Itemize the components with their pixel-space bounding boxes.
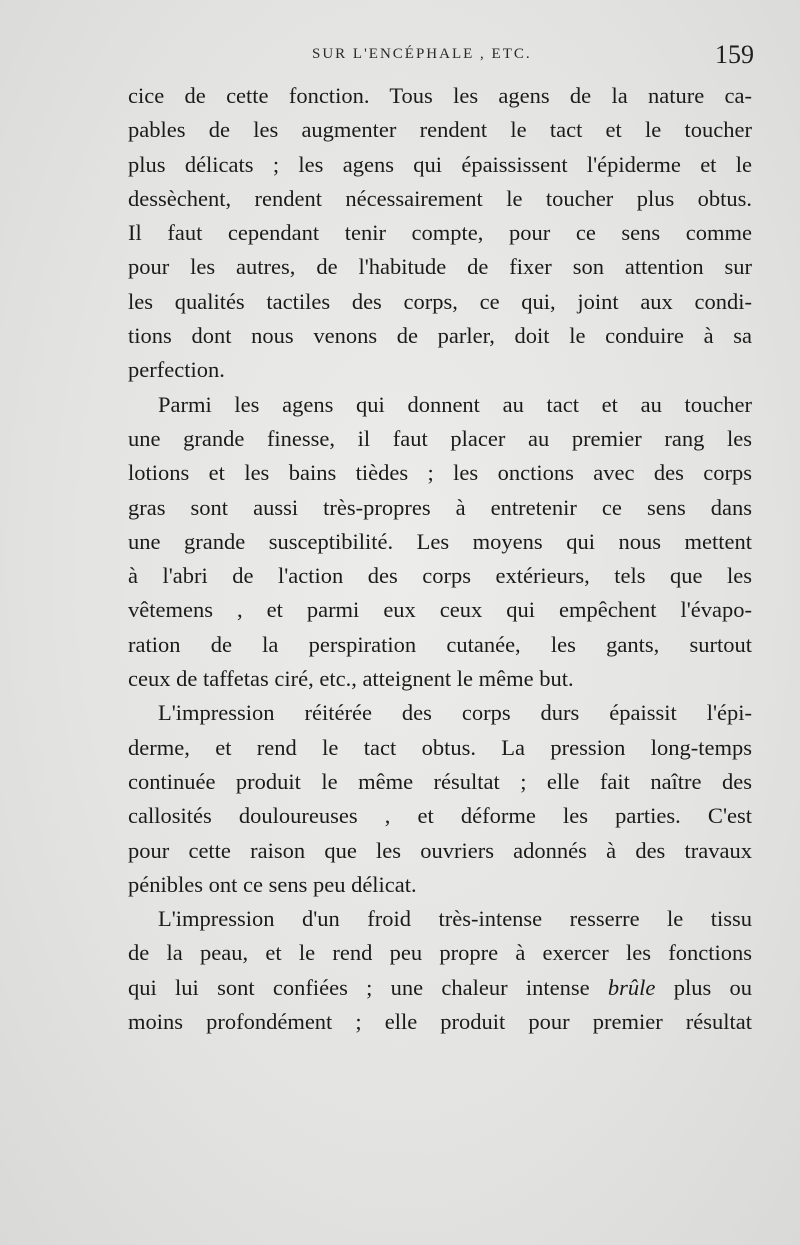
text-line: cice de cette fonction. Tous les agens de la nature ca- bbox=[128, 83, 752, 108]
text-line: pour cette raison que les ouvriers adonnés à des travaux bbox=[128, 837, 752, 863]
page-number: 159 bbox=[715, 40, 754, 69]
text-line: moins profondément ; elle produit pour premier résultat bbox=[128, 1009, 752, 1035]
text-line: les qualités tactiles des corps, ce qui, joint aux condi- bbox=[128, 288, 752, 314]
text-line: tions dont nous venons de parler, doit le conduire à sa bbox=[128, 323, 752, 349]
text-line: dessèchent, rendent nécessairement le toucher plus obtus. bbox=[128, 185, 752, 211]
text-line: ration de la perspiration cutanée, les gants, surtout bbox=[128, 631, 752, 657]
text-fragment: qui lui sont confiées ; une chaleur intense bbox=[128, 974, 590, 1000]
text-line: gras sont aussi très-propres à entretenir ce sens dans bbox=[128, 494, 752, 520]
text-line: à l'abri de l'action des corps extérieurs, tels que les bbox=[128, 563, 752, 589]
text-line: perfection. bbox=[128, 357, 225, 383]
text-line: L'impression réitérée des corps durs épaissit l'épi- bbox=[158, 700, 752, 726]
text-line: Parmi les agens qui donnent au tact et au toucher bbox=[158, 391, 752, 417]
text-line: vêtemens , et parmi eux ceux qui empêchent l'évapo- bbox=[128, 597, 752, 623]
text-fragment: plus ou bbox=[673, 974, 753, 1000]
running-head: SUR L'ENCÉPHALE , ETC. bbox=[312, 46, 532, 62]
body-text bbox=[128, 79, 752, 1039]
text-line: callosités douloureuses , et déforme les parties. C'est bbox=[128, 803, 752, 829]
text-line: de la peau, et le rend peu propre à exercer les fonctions bbox=[128, 940, 752, 966]
text-line: Il faut cependant tenir compte, pour ce sens comme bbox=[128, 220, 752, 246]
text-line: derme, et rend le tact obtus. La pression long-temps bbox=[128, 734, 752, 760]
text-line: lotions et les bains tièdes ; les onctions avec des corps bbox=[128, 460, 752, 486]
text-line: plus délicats ; les agens qui épaississent l'épiderme et le bbox=[128, 151, 752, 177]
text-line: ceux de taffetas ciré, etc., atteignent le même but. bbox=[128, 666, 574, 692]
text-line: pables de les augmenter rendent le tact et le toucher bbox=[128, 117, 752, 143]
text-line: continuée produit le même résultat ; elle fait naître des bbox=[128, 768, 752, 794]
text-line: une grande susceptibilité. Les moyens qui nous mettent bbox=[128, 528, 752, 554]
text-line: pour les autres, de l'habitude de fixer son attention sur bbox=[128, 254, 752, 280]
page-header bbox=[128, 40, 760, 80]
text-line: une grande finesse, il faut placer au premier rang les bbox=[128, 425, 752, 451]
text-line: L'impression d'un froid très-intense resserre le tissu bbox=[158, 906, 752, 932]
text-line bbox=[128, 971, 752, 1005]
italic-word: brûle bbox=[607, 974, 656, 1000]
text-line: pénibles ont ce sens peu délicat. bbox=[128, 871, 417, 897]
